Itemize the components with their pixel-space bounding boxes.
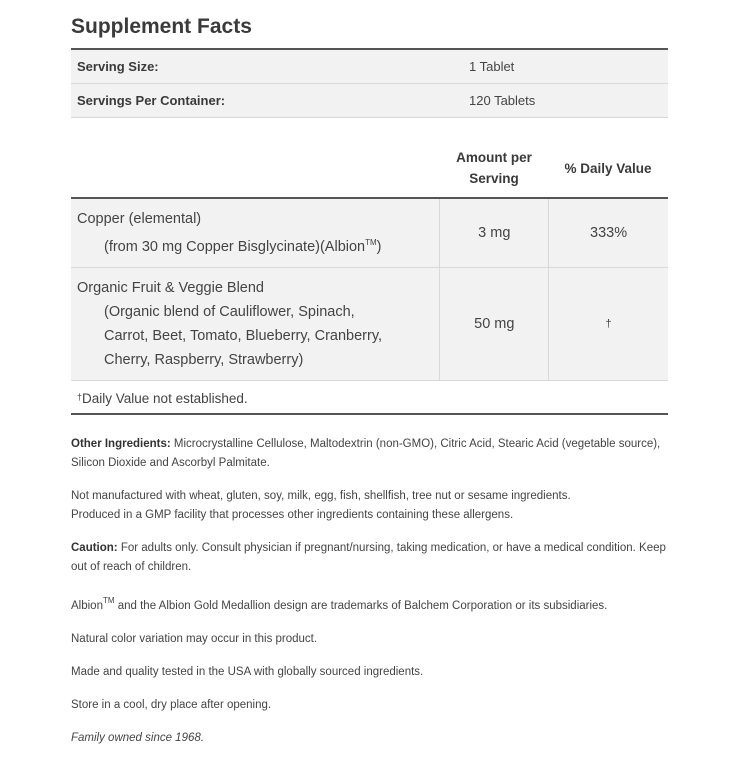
other-ingredients [71,435,668,473]
servings-per-container-value: 120 Tablets [469,93,536,108]
dagger-mark: † [77,392,83,402]
supplement-facts-panel [71,12,668,762]
trademark-prefix: Albion [71,600,103,612]
allergen-line2: Produced in a GMP facility that processes other ingredients containing these allergens. [71,509,514,521]
amount-per-serving-header [440,147,548,189]
footnote-text: Daily Value not established. [82,391,248,406]
spacer [71,118,668,139]
serving-size-label: Serving Size: [77,59,159,74]
nutrient-row-fruit-veggie-blend [71,268,668,381]
nutrient-detail-line: (Organic blend of Cauliflower, Spinach, [104,304,355,320]
nutrient-daily-value: † [548,268,668,380]
made-in-usa-note: Made and quality tested in the USA with globally sourced ingredients. [71,666,424,678]
color-variation-note: Natural color variation may occur in this product. [71,633,318,645]
allergen-line1: Not manufactured with wheat, gluten, soy, milk, egg, fish, shellfish, tree nut or sesame ingredients. [71,490,571,502]
daily-value-header: % Daily Value [564,160,652,176]
nutrient-name-cell [71,268,439,380]
nutrient-detail [77,231,439,259]
storage-note: Store in a cool, dry place after opening. [71,699,272,711]
family-owned-text: Family owned since 1968. [71,732,204,744]
caution-label: Caution: [71,542,118,554]
nutrient-detail-text: (from 30 mg Copper Bisglycinate)(Albion [104,239,366,255]
amount-header-line1: Amount per [456,150,532,165]
other-ingredients-label: Other Ingredients: [71,438,171,450]
trademark-statement [71,591,668,616]
trademark-mark: TM [102,596,115,605]
nutrient-name: Copper (elemental) [77,211,202,227]
trademark-text: and the Albion Gold Medallion design are trademarks of Balchem Corporation or its subsidiaries. [114,600,608,612]
daily-value-footnote [71,381,668,415]
family-owned-note [71,729,668,748]
serving-size-row [71,50,668,84]
label-notes [71,435,668,748]
nutrient-row-copper [71,199,668,268]
trademark-mark: TM [365,238,377,247]
caution-text: For adults only. Consult physician if pregnant/nursing, taking medication, or have a medical condition. Keep out of reach of children. [71,542,666,573]
servings-per-container-row [71,84,668,118]
other-ingredients-text: Microcrystalline Cellulose, Maltodextrin (non-GMO), Citric Acid, Stearic Acid (vegetable source), Silicon Dioxide and Ascorbyl Palmitate. [71,438,661,469]
caution-statement [71,539,668,577]
amount-header-line2: Serving [469,171,519,186]
nutrient-detail-line: Carrot, Beet, Tomato, Blueberry, Cranberry, [104,328,383,344]
serving-size-value: 1 Tablet [469,59,515,74]
nutrient-amount: 50 mg [439,268,548,380]
nutrient-name-cell [71,199,439,267]
servings-per-container-label: Servings Per Container: [77,93,226,108]
nutrient-detail-close: ) [376,239,382,255]
nutrient-daily-value: 333% [548,199,668,267]
allergen-statement [71,487,668,525]
panel-title: Supplement Facts [71,12,668,50]
nutrient-name: Organic Fruit & Veggie Blend [77,280,264,296]
nutrient-detail-line: Cherry, Raspberry, Strawberry) [104,352,304,368]
column-header-row [71,139,668,199]
nutrient-amount: 3 mg [439,199,548,267]
